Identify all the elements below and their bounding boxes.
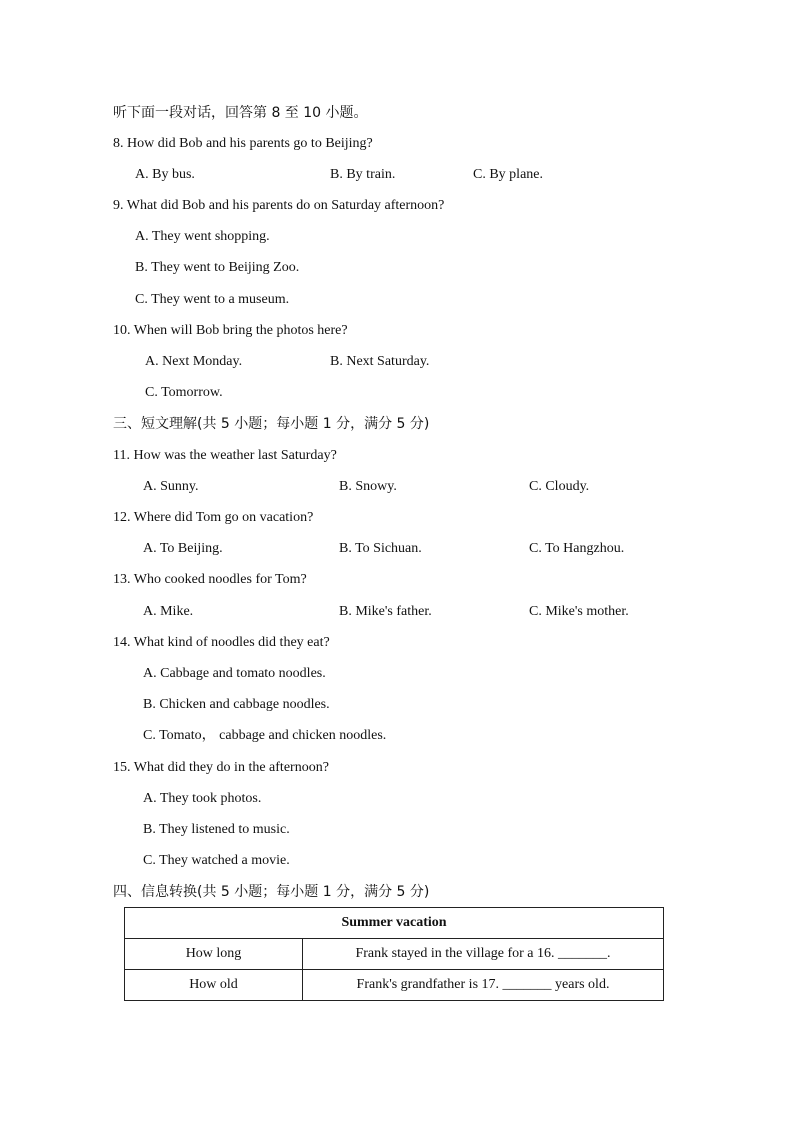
question-12-option-c: C. To Hangzhou. bbox=[529, 541, 625, 556]
question-10-stem: 10. When will Bob bring the photos here? bbox=[113, 323, 348, 338]
table-row-label: How long bbox=[125, 939, 303, 970]
question-15-option-b: B. They listened to music. bbox=[143, 822, 290, 837]
reading-section-heading: 三、短文理解(共 5 小题；每小题 1 分，满分 5 分) bbox=[113, 416, 430, 432]
question-14-stem: 14. What kind of noodles did they eat? bbox=[113, 635, 330, 650]
question-9-stem: 9. What did Bob and his parents do on Saturday afternoon? bbox=[113, 198, 445, 213]
question-8-option-c: C. By plane. bbox=[473, 167, 543, 182]
table-header-row bbox=[125, 908, 664, 939]
question-15-option-c: C. They watched a movie. bbox=[143, 853, 290, 868]
question-10-option-b: B. Next Saturday. bbox=[330, 354, 430, 369]
question-9-option-b: B. They went to Beijing Zoo. bbox=[135, 260, 300, 275]
question-14-option-a: A. Cabbage and tomato noodles. bbox=[143, 666, 326, 681]
question-13-option-a: A. Mike. bbox=[143, 604, 194, 619]
question-10-option-c: C. Tomorrow. bbox=[145, 385, 223, 400]
question-11-option-c: C. Cloudy. bbox=[529, 479, 590, 494]
question-10-option-a: A. Next Monday. bbox=[145, 354, 243, 369]
listening-instruction: 听下面一段对话，回答第 8 至 10 小题。 bbox=[113, 105, 368, 121]
question-12-option-b: B. To Sichuan. bbox=[339, 541, 422, 556]
question-13-stem: 13. Who cooked noodles for Tom? bbox=[113, 572, 307, 587]
question-12-option-a: A. To Beijing. bbox=[143, 541, 223, 556]
summer-vacation-table bbox=[124, 907, 664, 1001]
question-11-option-a: A. Sunny. bbox=[143, 479, 199, 494]
question-9-option-c: C. They went to a museum. bbox=[135, 292, 290, 307]
table-row-content: Frank stayed in the village for a 16. _______. bbox=[303, 939, 664, 970]
question-13-option-b: B. Mike's father. bbox=[339, 604, 432, 619]
question-12-stem: 12. Where did Tom go on vacation? bbox=[113, 510, 314, 525]
question-15-stem: 15. What did they do in the afternoon? bbox=[113, 760, 329, 775]
table-row-content: Frank's grandfather is 17. _______ years old. bbox=[303, 970, 664, 1001]
question-15-option-a: A. They took photos. bbox=[143, 791, 262, 806]
question-14-option-c: C. Tomato， cabbage and chicken noodles. bbox=[143, 728, 387, 743]
table-row-label: How old bbox=[125, 970, 303, 1001]
info-section-heading: 四、信息转换(共 5 小题；每小题 1 分，满分 5 分) bbox=[113, 884, 430, 900]
question-8-option-b: B. By train. bbox=[330, 167, 396, 182]
question-9-option-a: A. They went shopping. bbox=[135, 229, 270, 244]
table-row bbox=[125, 939, 664, 970]
question-14-option-b: B. Chicken and cabbage noodles. bbox=[143, 697, 330, 712]
question-11-stem: 11. How was the weather last Saturday? bbox=[113, 448, 337, 463]
table-title: Summer vacation bbox=[125, 908, 664, 939]
question-8-stem: 8. How did Bob and his parents go to Beijing? bbox=[113, 136, 373, 151]
question-8-option-a: A. By bus. bbox=[135, 167, 195, 182]
question-13-option-c: C. Mike's mother. bbox=[529, 604, 629, 619]
table-row bbox=[125, 970, 664, 1001]
question-11-option-b: B. Snowy. bbox=[339, 479, 397, 494]
